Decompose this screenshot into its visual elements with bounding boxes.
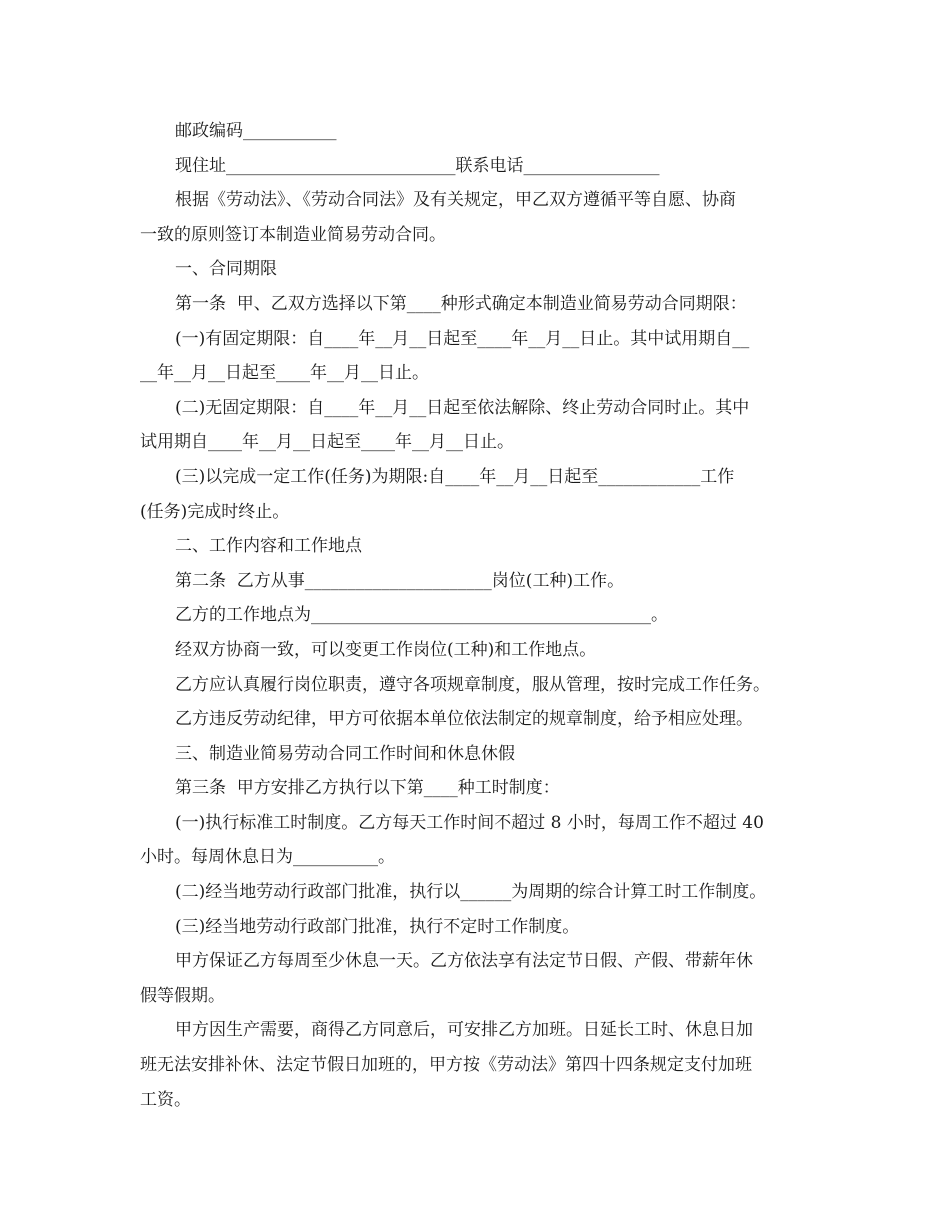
section-heading: 三、制造业简易劳动合同工作时间和休息休假 [175,743,515,764]
section-heading: 二、工作内容和工作地点 [175,536,362,557]
paragraph-line: (二)无固定期限：自____年__月__日起至依法解除、终止劳动合同时止。其中 [175,397,750,418]
paragraph-line: (一)有固定期限：自____年__月__日起至____年__月__日止。其中试用期自__ [175,328,750,349]
paragraph-line: 一致的原则签订本制造业简易劳动合同。 [140,224,446,245]
paragraph-line: 甲方保证乙方每周至少休息一天。乙方依法享有法定节日假、产假、带薪年休 [175,951,753,972]
paragraph-line: (三)以完成一定工作(任务)为期限:自____年__月__日起至____________工作 [175,466,735,487]
paragraph-line: 乙方的工作地点为________________________________________。 [175,605,668,626]
paragraph-line: (三)经当地劳动行政部门批准，执行不定时工作制度。 [175,916,580,937]
paragraph-line: (任务)完成时终止。 [140,501,290,522]
paragraph-line: 经双方协商一致，可以变更工作岗位(工种)和工作地点。 [175,639,597,660]
paragraph-line: 试用期自____年__月__日起至____年__月__日止。 [140,432,514,453]
contract-text [140,114,812,1117]
paragraph-line: 乙方应认真履行岗位职责，遵守各项规章制度，服从管理，按时完成工作任务。 [175,674,770,695]
section-heading: 一、合同期限 [175,259,277,280]
paragraph-line: (二)经当地劳动行政部门批准，执行以______为周期的综合计算工时工作制度。 [175,882,767,903]
paragraph-line: __年__月__日起至____年__月__日止。 [140,363,429,384]
paragraph-line: 根据《劳动法》、《劳动合同法》及有关规定，甲乙双方遵循平等自愿、协商 [175,190,736,211]
paragraph-line: 班无法安排补休、法定节假日加班的，甲方按《劳动法》第四十四条规定支付加班 [140,1055,752,1076]
address-phone-line: 现住址___________________________联系电话________________ [175,155,660,176]
paragraph-line: 甲方因生产需要，商得乙方同意后，可安排乙方加班。日延长工时、休息日加 [175,1020,753,1041]
postal-code-line: 邮政编码___________ [175,121,337,141]
article-line: 第二条 乙方从事______________________岗位(工种)工作。 [175,570,625,591]
paragraph-line: 乙方违反劳动纪律，甲方可依据本单位依法制定的规章制度，给予相应处理。 [175,709,753,730]
article-line: 第三条 甲方安排乙方执行以下第____种工时制度： [175,778,560,799]
paragraph-line: 工资。 [140,1089,191,1110]
paragraph-line: 假等假期。 [140,985,225,1006]
article-line: 第一条 甲、乙双方选择以下第____种形式确定本制造业简易劳动合同期限： [175,293,747,314]
paragraph-line: 小时。每周休息日为__________。 [140,847,395,868]
paragraph-line: (一)执行标准工时制度。乙方每天工作时间不超过 8 小时，每周工作不超过 40 [175,812,764,833]
